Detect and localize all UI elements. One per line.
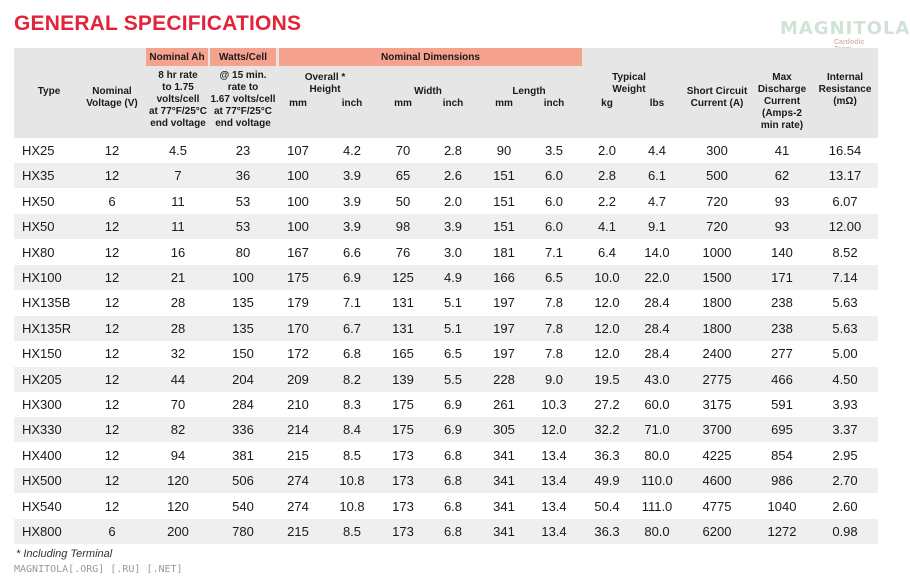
table-cell: 62 bbox=[774, 168, 790, 183]
table-cell: 12.0 bbox=[594, 321, 620, 336]
cell-type: HX150 bbox=[22, 346, 62, 361]
table-row bbox=[14, 265, 878, 290]
table-cell: 3.9 bbox=[342, 168, 362, 183]
table-cell: 4.50 bbox=[832, 372, 858, 387]
table-cell: 32.2 bbox=[594, 422, 620, 437]
table-cell: 28.4 bbox=[644, 295, 670, 310]
table-cell: 215 bbox=[287, 448, 309, 463]
table-cell: 210 bbox=[287, 397, 309, 412]
header-typical-weight: Typical Weight bbox=[612, 72, 646, 95]
table-cell: 284 bbox=[232, 397, 254, 412]
table-cell: 6.07 bbox=[832, 194, 858, 209]
table-cell: 2.0 bbox=[443, 194, 463, 209]
table-cell: 506 bbox=[232, 473, 254, 488]
table-cell: 4225 bbox=[702, 448, 732, 463]
cell-type: HX500 bbox=[22, 473, 62, 488]
table-cell: 12 bbox=[104, 397, 120, 412]
table-cell: 5.5 bbox=[443, 372, 463, 387]
table-cell: 780 bbox=[232, 524, 254, 539]
table-row bbox=[14, 214, 878, 239]
cell-type: HX400 bbox=[22, 448, 62, 463]
table-cell: 11 bbox=[171, 194, 185, 209]
table-cell: 6.8 bbox=[443, 499, 463, 514]
table-cell: 173 bbox=[392, 473, 414, 488]
table-cell: 43.0 bbox=[644, 372, 670, 387]
cell-type: HX100 bbox=[22, 270, 62, 285]
table-cell: 175 bbox=[392, 422, 414, 437]
table-cell: 90 bbox=[496, 143, 512, 158]
cell-type: HX135R bbox=[22, 321, 72, 336]
table-cell: 28 bbox=[170, 321, 186, 336]
table-cell: 12.0 bbox=[594, 346, 620, 361]
table-cell: 6.9 bbox=[342, 270, 362, 285]
table-cell: 197 bbox=[493, 346, 515, 361]
table-cell: 12 bbox=[104, 422, 120, 437]
table-cell: 22.0 bbox=[644, 270, 670, 285]
table-cell: 2.6 bbox=[443, 168, 463, 183]
table-cell: 4775 bbox=[702, 499, 732, 514]
table-cell: 720 bbox=[706, 219, 728, 234]
table-cell: 50 bbox=[395, 194, 411, 209]
table-cell: 60.0 bbox=[644, 397, 670, 412]
table-cell: 274 bbox=[287, 499, 309, 514]
table-cell: 4.7 bbox=[647, 194, 667, 209]
table-cell: 6.1 bbox=[647, 168, 667, 183]
table-cell: 720 bbox=[706, 194, 728, 209]
table-cell: 2.8 bbox=[443, 143, 463, 158]
table-cell: 500 bbox=[706, 168, 728, 183]
table-cell: 12 bbox=[104, 473, 120, 488]
table-cell: 4.4 bbox=[647, 143, 667, 158]
table-cell: 3.9 bbox=[443, 219, 463, 234]
cell-type: HX540 bbox=[22, 499, 62, 514]
table-cell: 151 bbox=[493, 168, 515, 183]
table-row bbox=[14, 468, 878, 493]
table-cell: 6.0 bbox=[544, 168, 564, 183]
table-cell: 5.63 bbox=[832, 295, 858, 310]
table-row bbox=[14, 163, 878, 188]
table-cell: 111.0 bbox=[641, 499, 673, 514]
table-cell: 5.63 bbox=[832, 321, 858, 336]
table-cell: 2.60 bbox=[832, 499, 858, 514]
table-cell: 131 bbox=[392, 295, 414, 310]
table-cell: 695 bbox=[771, 422, 793, 437]
table-cell: 100 bbox=[287, 194, 309, 209]
table-cell: 94 bbox=[170, 448, 186, 463]
table-cell: 6.0 bbox=[544, 194, 564, 209]
table-row bbox=[14, 240, 878, 265]
table-cell: 1800 bbox=[702, 295, 732, 310]
table-cell: 7.8 bbox=[544, 295, 564, 310]
table-cell: 209 bbox=[287, 372, 309, 387]
table-cell: 4.9 bbox=[443, 270, 463, 285]
table-cell: 6.8 bbox=[342, 346, 362, 361]
table-cell: 4600 bbox=[702, 473, 732, 488]
table-cell: 6 bbox=[108, 194, 116, 209]
table-cell: 82 bbox=[170, 422, 186, 437]
table-cell: 173 bbox=[392, 524, 414, 539]
table-cell: 93 bbox=[774, 219, 790, 234]
band-nominal-ah: Nominal Ah bbox=[146, 48, 208, 66]
table-cell: 341 bbox=[493, 448, 515, 463]
table-cell: 197 bbox=[493, 295, 515, 310]
table-cell: 21 bbox=[170, 270, 186, 285]
table-cell: 8.3 bbox=[342, 397, 362, 412]
table-cell: 1800 bbox=[702, 321, 732, 336]
table-cell: 6.6 bbox=[342, 245, 362, 260]
table-cell: 125 bbox=[392, 270, 414, 285]
table-cell: 215 bbox=[287, 524, 309, 539]
table-cell: 6.9 bbox=[443, 422, 463, 437]
table-cell: 70 bbox=[170, 397, 186, 412]
table-cell: 3.9 bbox=[342, 219, 362, 234]
table-cell: 8.2 bbox=[342, 372, 362, 387]
table-cell: 381 bbox=[232, 448, 254, 463]
table-cell: 41 bbox=[774, 143, 790, 158]
table-cell: 6.8 bbox=[443, 473, 463, 488]
table-cell: 6.8 bbox=[443, 524, 463, 539]
table-cell: 6.5 bbox=[544, 270, 564, 285]
table-row bbox=[14, 417, 878, 442]
table-cell: 986 bbox=[771, 473, 793, 488]
header-max-discharge: Max Discharge Current (Amps-2 min rate) bbox=[757, 72, 807, 131]
table-cell: 170 bbox=[287, 321, 309, 336]
table-cell: 120 bbox=[167, 499, 189, 514]
table-cell: 4.2 bbox=[342, 143, 362, 158]
watermark: MAGNITOLA[.ORG] [.RU] [.NET] bbox=[14, 564, 183, 575]
table-cell: 3.5 bbox=[544, 143, 564, 158]
table-row bbox=[14, 443, 878, 468]
table-cell: 2775 bbox=[702, 372, 732, 387]
table-cell: 1272 bbox=[767, 524, 797, 539]
table-cell: 3.0 bbox=[443, 245, 463, 260]
table-cell: 12.0 bbox=[541, 422, 567, 437]
table-cell: 14.0 bbox=[644, 245, 670, 260]
header-type: Type bbox=[37, 86, 61, 97]
table-cell: 12 bbox=[104, 245, 120, 260]
table-cell: 131 bbox=[392, 321, 414, 336]
table-cell: 12 bbox=[104, 321, 120, 336]
cell-type: HX330 bbox=[22, 422, 62, 437]
table-row bbox=[14, 316, 878, 341]
table-cell: 336 bbox=[232, 422, 254, 437]
table-cell: 1500 bbox=[702, 270, 732, 285]
table-cell: 12.0 bbox=[594, 295, 620, 310]
table-cell: 3.93 bbox=[832, 397, 858, 412]
table-cell: 214 bbox=[287, 422, 309, 437]
cell-type: HX50 bbox=[22, 194, 55, 209]
table-cell: 175 bbox=[287, 270, 309, 285]
table-cell: 2.95 bbox=[832, 448, 858, 463]
header-watts-description: @ 15 min. rate to 1.67 volts/cell at 77°F/25°C end voltage bbox=[210, 70, 276, 129]
cell-type: HX135B bbox=[22, 295, 71, 310]
table-cell: 100 bbox=[287, 219, 309, 234]
header-overall-height: Overall * Height bbox=[304, 72, 346, 95]
table-cell: 8.5 bbox=[342, 524, 362, 539]
table-cell: 27.2 bbox=[594, 397, 620, 412]
table-cell: 7.14 bbox=[832, 270, 858, 285]
table-cell: 3.37 bbox=[832, 422, 858, 437]
magnitola-logo bbox=[780, 18, 910, 46]
table-cell: 12 bbox=[104, 346, 120, 361]
table-cell: 167 bbox=[287, 245, 309, 260]
header-ah-description: 8 hr rate to 1.75 volts/cell at 77°F/25°C end voltage bbox=[148, 70, 208, 129]
cell-type: HX300 bbox=[22, 397, 62, 412]
table-cell: 5.00 bbox=[832, 346, 858, 361]
table-cell: 13.4 bbox=[541, 524, 567, 539]
table-cell: 120 bbox=[167, 473, 189, 488]
table-row bbox=[14, 519, 878, 544]
table-cell: 6 bbox=[108, 524, 116, 539]
table-row bbox=[14, 138, 878, 163]
table-cell: 36.3 bbox=[594, 524, 620, 539]
footnote: * Including Terminal bbox=[16, 548, 113, 560]
header-short-circuit: Short Circuit Current (A) bbox=[686, 86, 748, 109]
table-cell: 6.0 bbox=[544, 219, 564, 234]
table-cell: 12.00 bbox=[828, 219, 862, 234]
table-cell: 341 bbox=[493, 524, 515, 539]
table-cell: 32 bbox=[170, 346, 186, 361]
table-row bbox=[14, 392, 878, 417]
table-cell: 150 bbox=[232, 346, 254, 361]
table-cell: 274 bbox=[287, 473, 309, 488]
table-row bbox=[14, 494, 878, 519]
table-cell: 28.4 bbox=[644, 346, 670, 361]
cell-type: HX800 bbox=[22, 524, 62, 539]
table-cell: 107 bbox=[287, 143, 309, 158]
table-cell: 181 bbox=[493, 245, 515, 260]
header-weight-lbs: lbs bbox=[649, 98, 665, 109]
table-cell: 166 bbox=[493, 270, 515, 285]
table-cell: 2.2 bbox=[597, 194, 617, 209]
cell-type: HX35 bbox=[22, 168, 55, 183]
table-cell: 305 bbox=[493, 422, 515, 437]
header-weight-kg: kg bbox=[601, 98, 613, 109]
table-cell: 228 bbox=[493, 372, 515, 387]
table-cell: 466 bbox=[771, 372, 793, 387]
table-cell: 53 bbox=[235, 194, 251, 209]
table-cell: 204 bbox=[232, 372, 254, 387]
table-row bbox=[14, 189, 878, 214]
table-row bbox=[14, 290, 878, 315]
table-cell: 36.3 bbox=[594, 448, 620, 463]
header-width-inch: inch bbox=[442, 98, 464, 109]
table-cell: 8.52 bbox=[832, 245, 858, 260]
table-cell: 28 bbox=[170, 295, 186, 310]
table-cell: 173 bbox=[392, 448, 414, 463]
table-cell: 13.4 bbox=[541, 499, 567, 514]
table-cell: 277 bbox=[771, 346, 793, 361]
table-cell: 5.1 bbox=[443, 295, 463, 310]
table-cell: 16.54 bbox=[828, 143, 862, 158]
table-cell: 7.1 bbox=[342, 295, 362, 310]
table-cell: 6.5 bbox=[443, 346, 463, 361]
table-cell: 300 bbox=[706, 143, 728, 158]
table-cell: 540 bbox=[232, 499, 254, 514]
table-cell: 100 bbox=[232, 270, 254, 285]
header-width: Width bbox=[414, 86, 442, 97]
table-cell: 12 bbox=[104, 219, 120, 234]
table-cell: 197 bbox=[493, 321, 515, 336]
cell-type: HX205 bbox=[22, 372, 62, 387]
table-cell: 9.0 bbox=[544, 372, 564, 387]
table-cell: 341 bbox=[493, 473, 515, 488]
table-cell: 36 bbox=[235, 168, 251, 183]
table-cell: 10.0 bbox=[594, 270, 620, 285]
table-cell: 3175 bbox=[702, 397, 732, 412]
header-length-inch: inch bbox=[543, 98, 565, 109]
table-cell: 12 bbox=[104, 168, 120, 183]
header-height-mm: mm bbox=[289, 98, 307, 109]
table-cell: 1040 bbox=[767, 499, 797, 514]
header-length: Length bbox=[512, 86, 546, 97]
table-cell: 173 bbox=[392, 499, 414, 514]
table-cell: 2.70 bbox=[832, 473, 858, 488]
table-cell: 591 bbox=[771, 397, 793, 412]
table-cell: 16 bbox=[170, 245, 186, 260]
cell-type: HX50 bbox=[22, 219, 55, 234]
table-cell: 12 bbox=[104, 270, 120, 285]
table-cell: 10.3 bbox=[541, 397, 567, 412]
table-cell: 151 bbox=[493, 194, 515, 209]
table-row bbox=[14, 341, 878, 366]
table-cell: 165 bbox=[392, 346, 414, 361]
table-cell: 6.8 bbox=[443, 448, 463, 463]
table-cell: 70 bbox=[395, 143, 411, 158]
table-cell: 13.4 bbox=[541, 448, 567, 463]
table-cell: 10.8 bbox=[339, 473, 365, 488]
table-cell: 11 bbox=[171, 219, 185, 234]
logo-subtext: Cardodic bbox=[834, 39, 865, 46]
table-cell: 50.4 bbox=[594, 499, 620, 514]
table-cell: 71.0 bbox=[644, 422, 670, 437]
table-cell: 100 bbox=[287, 168, 309, 183]
table-cell: 2.8 bbox=[597, 168, 617, 183]
table-cell: 261 bbox=[493, 397, 515, 412]
table-cell: 140 bbox=[771, 245, 793, 260]
header-length-mm: mm bbox=[495, 98, 513, 109]
table-cell: 854 bbox=[771, 448, 793, 463]
band-watts-cell: Watts/Cell bbox=[210, 48, 276, 66]
table-cell: 1000 bbox=[702, 245, 732, 260]
header-nominal-voltage: Nominal Voltage (V) bbox=[86, 86, 138, 109]
table-cell: 6200 bbox=[702, 524, 732, 539]
table-cell: 110.0 bbox=[641, 473, 673, 488]
table-cell: 2400 bbox=[702, 346, 732, 361]
table-cell: 19.5 bbox=[594, 372, 620, 387]
table-cell: 53 bbox=[235, 219, 251, 234]
table-cell: 93 bbox=[774, 194, 790, 209]
cell-type: HX80 bbox=[22, 245, 55, 260]
table-cell: 12 bbox=[104, 448, 120, 463]
table-cell: 5.1 bbox=[443, 321, 463, 336]
table-cell: 12 bbox=[104, 295, 120, 310]
table-cell: 0.98 bbox=[832, 524, 858, 539]
table-cell: 49.9 bbox=[594, 473, 620, 488]
table-cell: 8.5 bbox=[342, 448, 362, 463]
table-cell: 6.9 bbox=[443, 397, 463, 412]
table-cell: 13.17 bbox=[828, 168, 862, 183]
table-cell: 341 bbox=[493, 499, 515, 514]
table-cell: 3700 bbox=[702, 422, 732, 437]
table-cell: 7.1 bbox=[544, 245, 564, 260]
cell-type: HX25 bbox=[22, 143, 55, 158]
table-cell: 12 bbox=[104, 372, 120, 387]
table-cell: 6.7 bbox=[342, 321, 362, 336]
table-cell: 238 bbox=[771, 321, 793, 336]
table-cell: 179 bbox=[287, 295, 309, 310]
table-cell: 7.8 bbox=[544, 346, 564, 361]
table-cell: 171 bbox=[771, 270, 793, 285]
table-cell: 238 bbox=[771, 295, 793, 310]
table-cell: 175 bbox=[392, 397, 414, 412]
table-cell: 28.4 bbox=[644, 321, 670, 336]
band-nominal-dimensions: Nominal Dimensions bbox=[279, 48, 582, 66]
table-cell: 12 bbox=[104, 143, 120, 158]
header-height-inch: inch bbox=[341, 98, 363, 109]
table-cell: 13.4 bbox=[541, 473, 567, 488]
table-cell: 3.9 bbox=[342, 194, 362, 209]
table-cell: 23 bbox=[235, 143, 251, 158]
table-cell: 135 bbox=[232, 321, 254, 336]
table-cell: 151 bbox=[493, 219, 515, 234]
table-cell: 80.0 bbox=[644, 448, 670, 463]
page-title: GENERAL SPECIFICATIONS bbox=[14, 12, 302, 35]
table-cell: 135 bbox=[232, 295, 254, 310]
table-cell: 200 bbox=[167, 524, 189, 539]
table-cell: 6.4 bbox=[597, 245, 617, 260]
table-cell: 65 bbox=[395, 168, 411, 183]
table-cell: 7 bbox=[174, 168, 182, 183]
table-cell: 139 bbox=[392, 372, 414, 387]
table-row bbox=[14, 367, 878, 392]
table-cell: 80 bbox=[235, 245, 251, 260]
header-internal-resistance: Internal Resistance (mΩ) bbox=[818, 72, 872, 107]
table-cell: 80.0 bbox=[644, 524, 670, 539]
header-width-mm: mm bbox=[394, 98, 412, 109]
table-cell: 7.8 bbox=[544, 321, 564, 336]
table-cell: 98 bbox=[395, 219, 411, 234]
table-cell: 172 bbox=[287, 346, 309, 361]
table-cell: 12 bbox=[104, 499, 120, 514]
table-cell: 44 bbox=[170, 372, 186, 387]
table-cell: 9.1 bbox=[647, 219, 667, 234]
table-cell: 10.8 bbox=[339, 499, 365, 514]
table-cell: 8.4 bbox=[342, 422, 362, 437]
table-cell: 76 bbox=[395, 245, 411, 260]
logo-text: MAGNITOLA bbox=[780, 18, 910, 39]
table-cell: 2.0 bbox=[597, 143, 617, 158]
table-cell: 4.5 bbox=[168, 143, 188, 158]
table-cell: 4.1 bbox=[597, 219, 617, 234]
